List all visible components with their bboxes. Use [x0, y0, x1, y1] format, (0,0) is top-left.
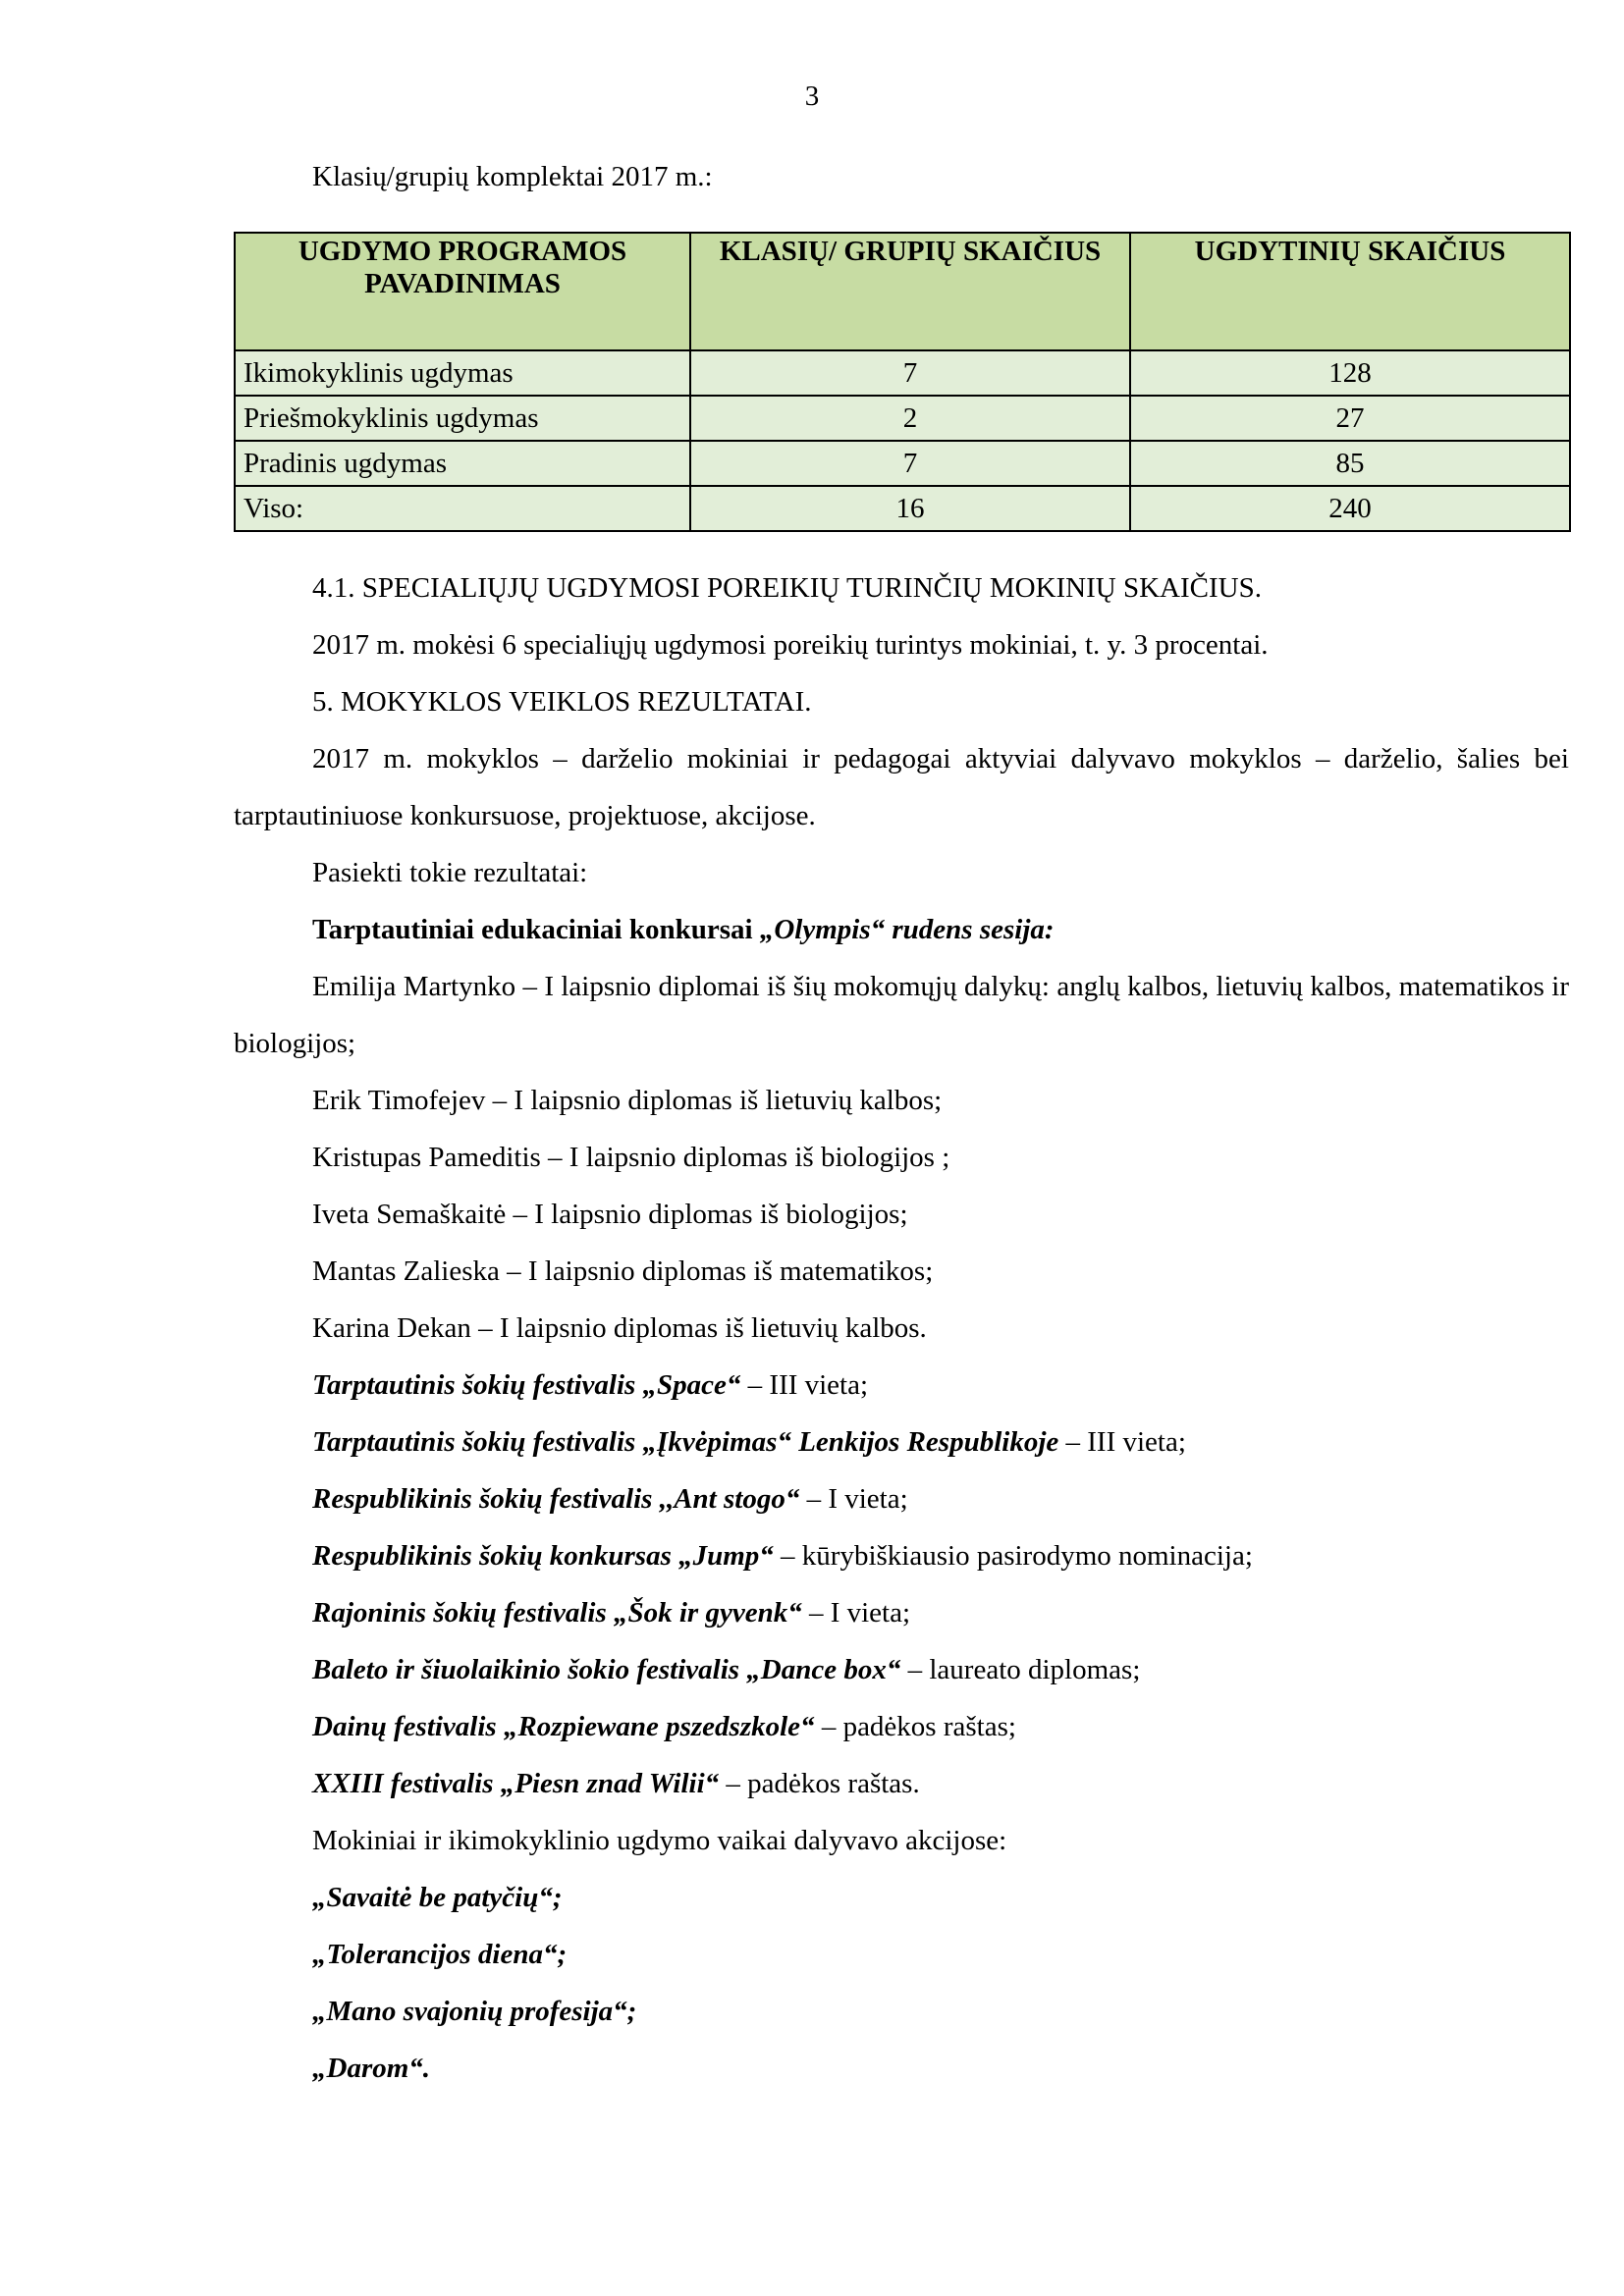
table-header-row	[235, 233, 1570, 350]
festival-result: – I vieta;	[799, 1483, 908, 1515]
winner-item: Kristupas Pameditis – I laipsnio diplomas iš biologijos ;	[312, 1142, 950, 1173]
section-5-paragraph: 2017 m. mokyklos – darželio mokiniai ir pedagogai aktyviai dalyvavo mokyklos – darželio, šalies bei tarptautiniuose konkursuose, projektuose, akcijose.	[234, 743, 1569, 831]
cell-pupils: 85	[1130, 441, 1570, 486]
action-item: „Savaitė be patyčių“;	[312, 1882, 563, 1913]
cell-classes: 7	[690, 350, 1130, 396]
winner-item: Karina Dekan – I laipsnio diplomas iš lietuvių kalbos.	[312, 1312, 927, 1344]
festival-name: Respublikinis šokių konkursas „Jump“	[312, 1540, 774, 1572]
festival-result: – I vieta;	[801, 1597, 911, 1629]
festival-name: XXIII festivalis „Piesn znad Wilii“	[312, 1768, 720, 1799]
cell-classes: 16	[690, 486, 1130, 531]
olympis-heading-italic: „Olympis“ rudens sesija:	[759, 914, 1055, 945]
header-class-count: KLASIŲ/ GRUPIŲ SKAIČIUS	[690, 233, 1130, 350]
table-caption: Klasių/grupių komplektai 2017 m.:	[312, 161, 713, 192]
action-item: „Darom“.	[312, 2053, 431, 2084]
header-pupil-count: UGDYTINIŲ SKAIČIUS	[1130, 233, 1570, 350]
festival-result: – laureato diplomas;	[900, 1654, 1141, 1685]
cell-classes: 2	[690, 396, 1130, 441]
festival-name: Dainų festivalis „Rozpiewane pszedszkole“	[312, 1711, 815, 1742]
festival-item	[234, 1698, 1569, 1755]
action-item: „Tolerancijos diena“;	[312, 1939, 568, 1970]
header-program-name: UGDYMO PROGRAMOS PAVADINIMAS	[235, 233, 690, 350]
cell-program: Viso:	[235, 486, 690, 531]
winner-item: Mantas Zalieska – I laipsnio diplomas iš matematikos;	[312, 1255, 934, 1287]
olympis-heading	[234, 901, 1569, 958]
festival-result: – padėkos raštas;	[814, 1711, 1016, 1742]
winner-item: Erik Timofejev – I laipsnio diplomas iš lietuvių kalbos;	[312, 1085, 943, 1116]
cell-program: Pradinis ugdymas	[235, 441, 690, 486]
festival-name: Respublikinis šokių festivalis ,,Ant stogo“	[312, 1483, 800, 1515]
table-row	[235, 396, 1570, 441]
cell-program: Ikimokyklinis ugdymas	[235, 350, 690, 396]
festival-result: – III vieta;	[1058, 1426, 1186, 1458]
table-total-row	[235, 486, 1570, 531]
festival-item	[234, 1755, 1569, 1812]
actions-intro: Mokiniai ir ikimokyklinio ugdymo vaikai dalyvavo akcijose:	[312, 1825, 1007, 1856]
winner-item: Iveta Semaškaitė – I laipsnio diplomas iš biologijos;	[312, 1199, 908, 1230]
festival-item	[234, 1527, 1569, 1584]
winner-martynko: Emilija Martynko – I laipsnio diplomai iš šių mokomųjų dalykų: anglų kalbos, lietuvių kalbos, matematikos ir biologijos;	[234, 971, 1569, 1059]
festival-item	[234, 1357, 1569, 1414]
section-heading-4-1: 4.1. SPECIALIŲJŲ UGDYMOSI POREIKIŲ TURINČIŲ MOKINIŲ SKAIČIUS.	[312, 572, 1262, 604]
festival-item	[234, 1470, 1569, 1527]
section-4-1-paragraph: 2017 m. mokėsi 6 specialiųjų ugdymosi poreikių turintys mokiniai, t. y. 3 procentai.	[312, 629, 1269, 661]
class-groups-table	[234, 232, 1571, 532]
table-row	[235, 350, 1570, 396]
page-number: 3	[804, 80, 820, 112]
document-body	[234, 560, 1569, 2097]
results-intro: Pasiekti tokie rezultatai:	[312, 857, 588, 888]
festival-item	[234, 1414, 1569, 1470]
olympis-heading-bold: Tarptautiniai edukaciniai konkursai	[312, 914, 760, 945]
table-row	[235, 441, 1570, 486]
festival-name: Baleto ir šiuolaikinio šokio festivalis „Dance box“	[312, 1654, 901, 1685]
festival-item	[234, 1584, 1569, 1641]
action-item: „Mano svajonių profesija“;	[312, 1996, 637, 2027]
festival-name: Rajoninis šokių festivalis „Šok ir gyvenk“	[312, 1597, 802, 1629]
festival-result: – kūrybiškiausio pasirodymo nominacija;	[773, 1540, 1253, 1572]
cell-pupils: 240	[1130, 486, 1570, 531]
festival-name: Tarptautinis šokių festivalis „Space“	[312, 1369, 741, 1401]
cell-program: Priešmokyklinis ugdymas	[235, 396, 690, 441]
cell-classes: 7	[690, 441, 1130, 486]
section-heading-5: 5. MOKYKLOS VEIKLOS REZULTATAI.	[312, 686, 812, 718]
festival-name: Tarptautinis šokių festivalis „Įkvėpimas“ Lenkijos Respublikoje	[312, 1426, 1059, 1458]
festival-item	[234, 1641, 1569, 1698]
cell-pupils: 27	[1130, 396, 1570, 441]
festival-result: – padėkos raštas.	[719, 1768, 920, 1799]
festival-result: – III vieta;	[740, 1369, 869, 1401]
cell-pupils: 128	[1130, 350, 1570, 396]
